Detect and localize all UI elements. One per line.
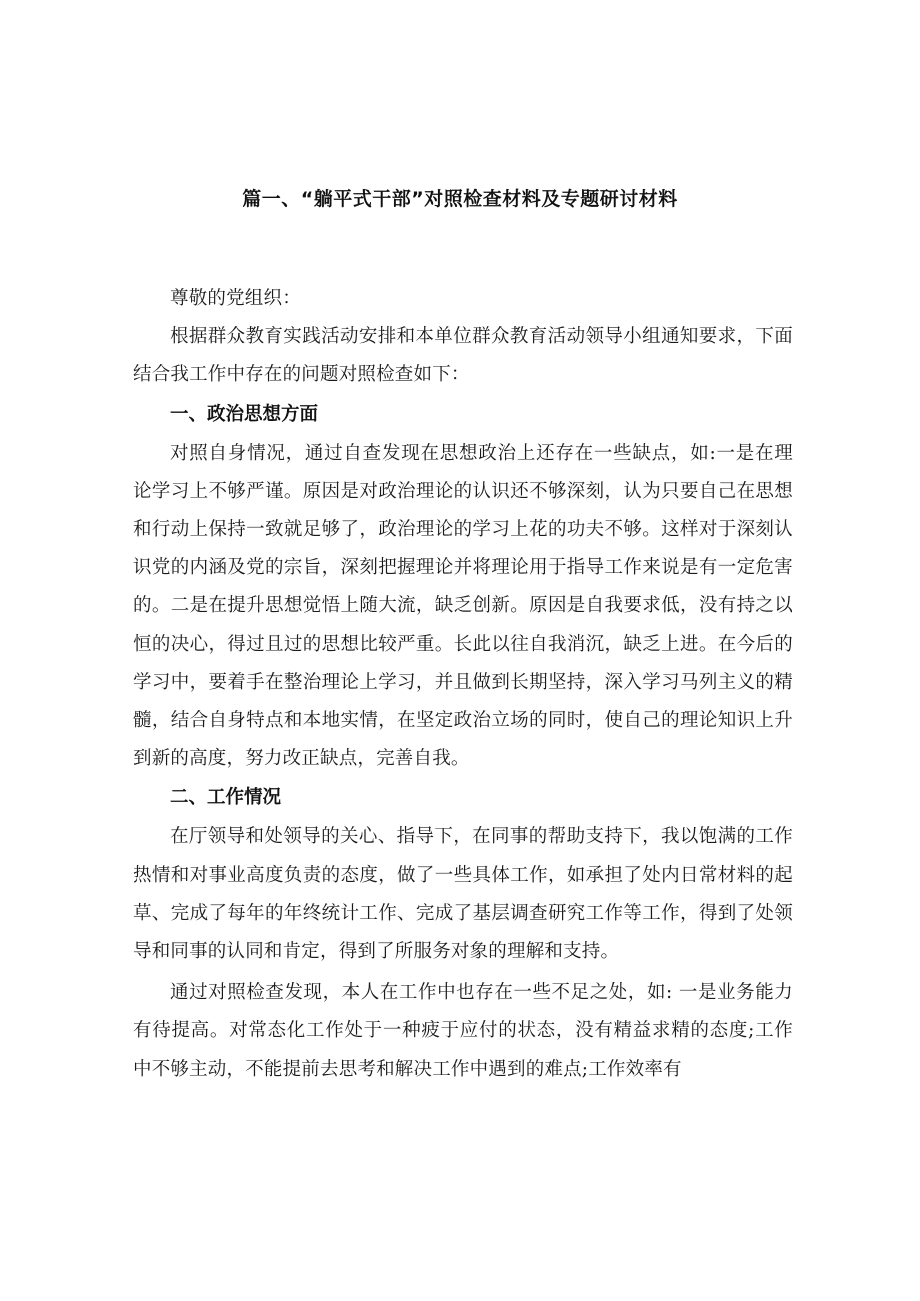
section-paragraph-work-1: 在厅领导和处领导的关心、指导下，在同事的帮助支持下，我以饱满的工作热情和对事业高度负责的态度，做了一些具体工作，如承担了处内日常材料的起草、完成了每年的年终统计工作、完成了基层调查研究工作等工作，得到了处领导和同事的认同和肯定，得到了所服务对象的理解和支持。 xyxy=(133,826,793,963)
document-body xyxy=(133,280,793,1089)
section-paragraph-work-2: 通过对照检查发现，本人在工作中也存在一些不足之处，如: 一是业务能力有待提高。对常态化工作处于一种疲于应付的状态，没有精益求精的态度;工作中不够主动，不能提前去思考和解决工作中遇到的难点;工作效率有 xyxy=(133,982,793,1080)
document-title: 篇一、“躺平式干部”对照检查材料及专题研讨材料 xyxy=(242,188,678,210)
section-heading-political: 一、政治思想方面 xyxy=(170,403,319,425)
section-paragraph-political: 对照自身情况，通过自查发现在思想政治上还存在一些缺点，如:一是在理论学习上不够严谨。原因是对政治理论的认识还不够深刻，认为只要自己在思想和行动上保持一致就足够了，政治理论的学习上花的功夫不够。这样对于深刻认识党的内涵及党的宗旨，深刻把握理论并将理论用于指导工作来说是有一定危害的。二是在提升思想觉悟上随大流，缺乏创新。原因是自我要求低，没有持之以恒的决心，得过且过的思想比较严重。长此以往自我消沉，缺乏上进。在今后的学习中，要着手在整治理论上学习，并且做到长期坚持，深入学习马列主义的精髓，结合自身特点和本地实情，在坚定政治立场的同时，使自己的理论知识上升到新的高度，努力改正缺点，完善自我。 xyxy=(133,442,793,770)
section-heading-work: 二、工作情况 xyxy=(170,787,282,809)
intro-paragraph: 根据群众教育实践活动安排和本单位群众教育活动领导小组通知要求，下面结合我工作中存在的问题对照检查如下： xyxy=(133,326,793,386)
salutation: 尊敬的党组织： xyxy=(170,288,301,309)
